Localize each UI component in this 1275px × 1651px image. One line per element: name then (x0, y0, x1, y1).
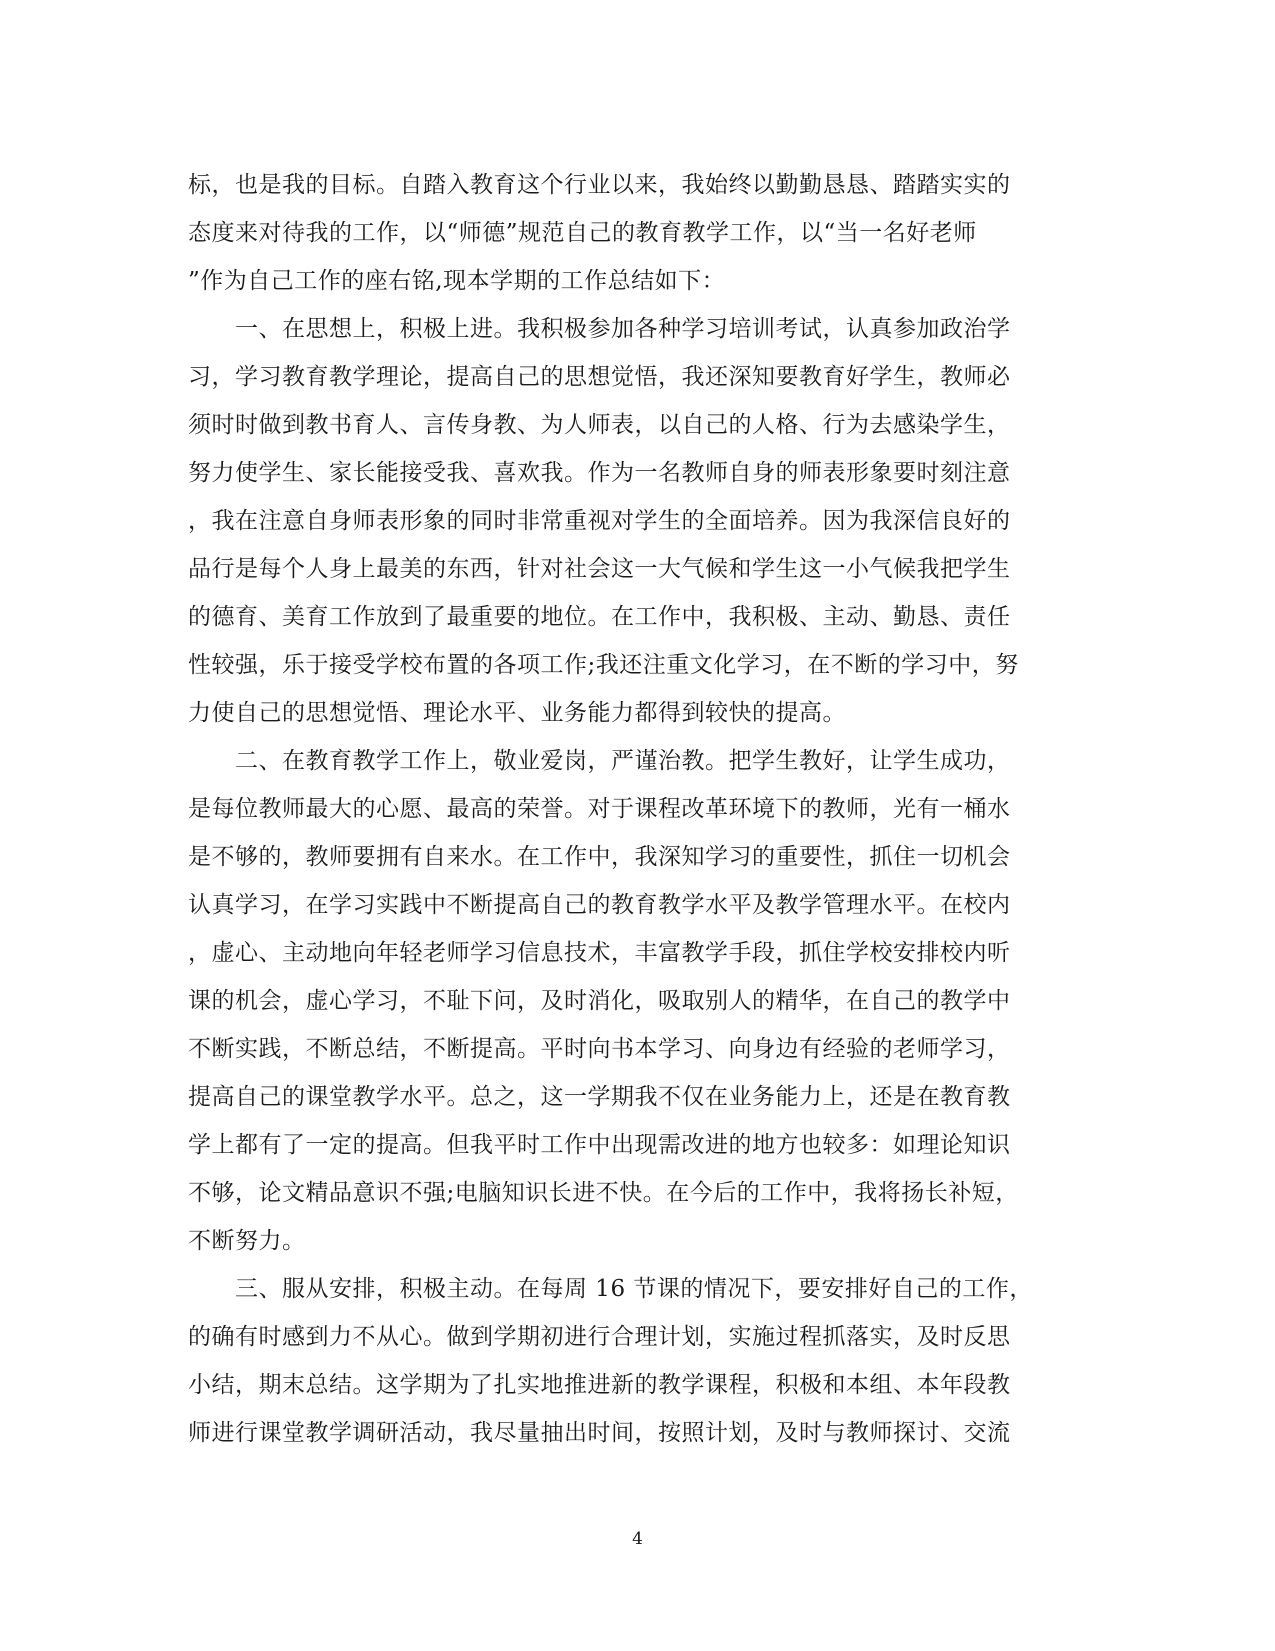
text-line: 习，学习教育教学理论，提高自己的思想觉悟，我还深知要教育好学生，教师必 (188, 364, 1011, 390)
text-line: 二、在教育教学工作上，敬业爱岗，严谨治教。把学生教好，让学生成功， (188, 748, 1011, 774)
text-line: 是不够的，教师要拥有自来水。在工作中，我深知学习的重要性，抓住一切机会 (188, 844, 1011, 870)
text-line: ”作为自己工作的座右铭,现本学期的工作总结如下： (188, 268, 726, 294)
text-line: 性较强，乐于接受学校布置的各项工作;我还注重文化学习，在不断的学习中，努 (188, 652, 1019, 678)
text-line: 不够，论文精品意识不强;电脑知识长进不快。在今后的工作中，我将扬长补短， (188, 1180, 1019, 1206)
text-line: 品行是每个人身上最美的东西，针对社会这一大气候和学生这一小气候我把学生 (188, 556, 1011, 582)
text-line: ，虚心、主动地向年轻老师学习信息技术，丰富教学手段，抓住学校安排校内听 (188, 940, 1011, 966)
text-line: 是每位教师最大的心愿、最高的荣誉。对于课程改革环境下的教师，光有一桶水 (188, 796, 1011, 822)
text-line: 标，也是我的目标。自踏入教育这个行业以来，我始终以勤勤恳恳、踏踏实实的 (188, 172, 1011, 198)
text-line: 不断实践，不断总结，不断提高。平时向书本学习、向身边有经验的老师学习， (188, 1036, 1011, 1062)
text-line: 小结，期末总结。这学期为了扎实地推进新的教学课程，积极和本组、本年段教 (188, 1372, 1011, 1398)
text-line: 的确有时感到力不从心。做到学期初进行合理计划，实施过程抓落实，及时反思 (188, 1324, 1011, 1350)
text-line: 力使自己的思想觉悟、理论水平、业务能力都得到较快的提高。 (188, 700, 846, 726)
text-line: 的德育、美育工作放到了最重要的地位。在工作中，我积极、主动、勤恳、责任 (188, 604, 1011, 630)
text-line: 不断努力。 (188, 1228, 306, 1254)
text-line: 努力使学生、家长能接受我、喜欢我。作为一名教师自身的师表形象要时刻注意 (188, 460, 1011, 486)
text-line: 须时时做到教书育人、言传身教、为人师表，以自己的人格、行为去感染学生， (188, 412, 1011, 438)
text-line: 课的机会，虚心学习，不耻下问，及时消化，吸取别人的精华，在自己的教学中 (188, 988, 1011, 1014)
text-line: 三、服从安排，积极主动。在每周 16 节课的情况下，要安排好自己的工作， (188, 1276, 1033, 1302)
text-line: 认真学习，在学习实践中不断提高自己的教育教学水平及教学管理水平。在校内 (188, 892, 1011, 918)
text-line: 学上都有了一定的提高。但我平时工作中出现需改进的地方也较多：如理论知识 (188, 1132, 1011, 1158)
body-text (188, 161, 1088, 1457)
text-line: ，我在注意自身师表形象的同时非常重视对学生的全面培养。因为我深信良好的 (188, 508, 1011, 534)
page-number: 4 (632, 1529, 643, 1549)
text-line: 师进行课堂教学调研活动，我尽量抽出时间，按照计划，及时与教师探讨、交流 (188, 1420, 1011, 1446)
text-line: 一、在思想上，积极上进。我积极参加各种学习培训考试，认真参加政治学 (188, 316, 1011, 342)
text-line: 提高自己的课堂教学水平。总之，这一学期我不仅在业务能力上，还是在教育教 (188, 1084, 1011, 1110)
text-line: 态度来对待我的工作，以“师德”规范自己的教育教学工作，以“当一名好老师 (188, 220, 977, 246)
